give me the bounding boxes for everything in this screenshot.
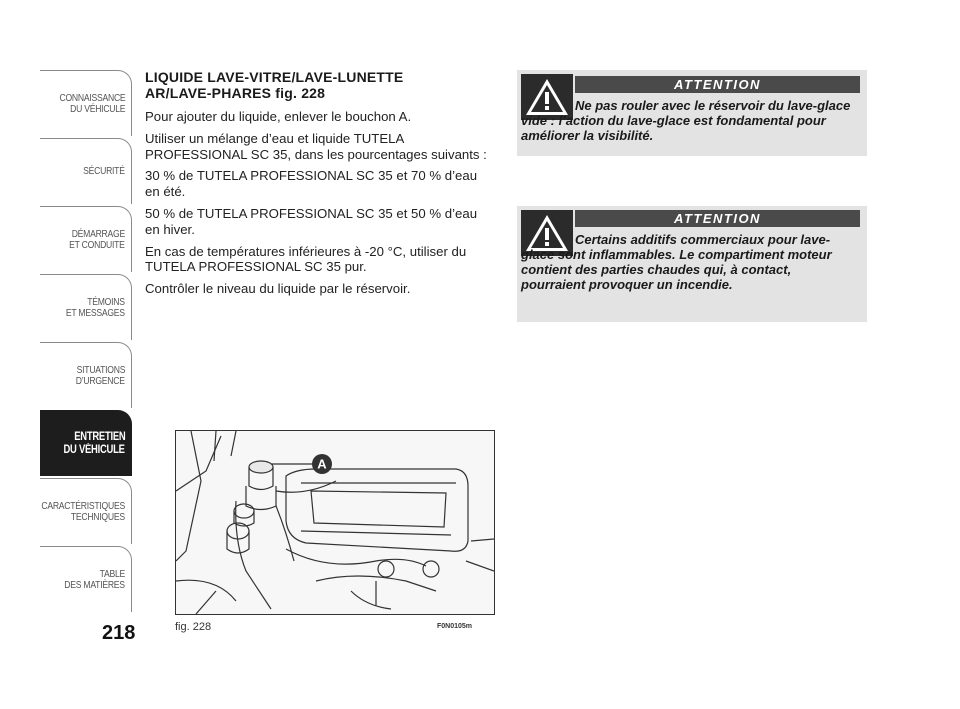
tab-label: ENTRETIEN: [73, 430, 125, 443]
warning-box: [517, 70, 867, 156]
tab-situations-d-urgence[interactable]: [40, 342, 132, 408]
warning-heading: ATTENTION: [575, 76, 860, 93]
figure-code: F0N0105m: [437, 623, 473, 630]
figure-caption: fig. 228: [175, 621, 212, 633]
warning-text: Certains additifs commerciaux pour lave-glace sont inflammables. Le compartiment moteur contient des parties chaudes qui, à contact, pourraient provoquer un incendie.: [521, 232, 832, 292]
tab-label: SITUATIONS: [76, 363, 125, 376]
warning-heading: ATTENTION: [575, 210, 860, 227]
main-content: [145, 70, 495, 297]
section-title: [145, 70, 495, 101]
callout-a: [312, 454, 332, 474]
section-title-line1: LIQUIDE LAVE-VITRE/LAVE-LUNETTE: [145, 69, 404, 85]
page-number: 218: [102, 622, 136, 644]
tab-label: CARACTÉRISTIQUES: [41, 499, 125, 512]
paragraph: Contrôler le niveau du liquide par le réservoir.: [145, 281, 411, 297]
tab-demarrage-et-conduite[interactable]: [40, 206, 132, 272]
tab-label: TECHNIQUES: [71, 510, 125, 523]
warning-text: Ne pas rouler avec le réservoir du lave-glace vide : l’action du lave-glace est fondamental pour améliorer la visibilité.: [521, 98, 851, 143]
tab-connaissance-du-vehicule[interactable]: [40, 70, 132, 136]
tab-temoins-et-messages[interactable]: [40, 274, 132, 340]
tab-label: ET CONDUITE: [69, 238, 125, 251]
paragraph: Utiliser un mélange d’eau et liquide TUTELA PROFESSIONAL SC 35, dans les pourcentages suivants :: [145, 130, 487, 162]
tab-label: DU VÉHICULE: [69, 102, 125, 115]
tab-label: DES MATIÈRES: [64, 578, 125, 591]
paragraph: 30 % de TUTELA PROFESSIONAL SC 35 et 70 % d’eau en été.: [145, 168, 478, 200]
tab-label: DU VÉHICULE: [63, 443, 125, 456]
tab-securite[interactable]: [40, 138, 132, 204]
tab-entretien-du-vehicule[interactable]: [40, 410, 132, 476]
tab-table-des-matieres[interactable]: [40, 546, 132, 612]
tab-label: SÉCURITÉ: [83, 165, 125, 177]
tab-label: ET MESSAGES: [66, 306, 125, 319]
tab-label: TÉMOINS: [87, 295, 125, 308]
tab-label: DÉMARRAGE: [71, 227, 125, 240]
paragraph: En cas de températures inférieures à -20 °C, utiliser du TUTELA PROFESSIONAL SC 35 pur.: [145, 243, 467, 275]
tab-caracteristiques-techniques[interactable]: [40, 478, 132, 544]
svg-text:A: A: [317, 456, 327, 472]
paragraph: Pour ajouter du liquide, enlever le bouchon A.: [145, 109, 412, 124]
tab-label: CONNAISSANCE: [59, 91, 125, 104]
paragraph: 50 % de TUTELA PROFESSIONAL SC 35 et 50 % d’eau en hiver.: [145, 205, 478, 237]
engine-bay-illustration: [176, 431, 494, 614]
warning-box: [517, 206, 867, 322]
section-title-line2: AR/LAVE-PHARES fig. 228: [145, 84, 326, 101]
figure-engine-bay: [175, 430, 495, 615]
tab-label: TABLE: [99, 567, 125, 580]
tab-label: D’URGENCE: [76, 374, 125, 387]
